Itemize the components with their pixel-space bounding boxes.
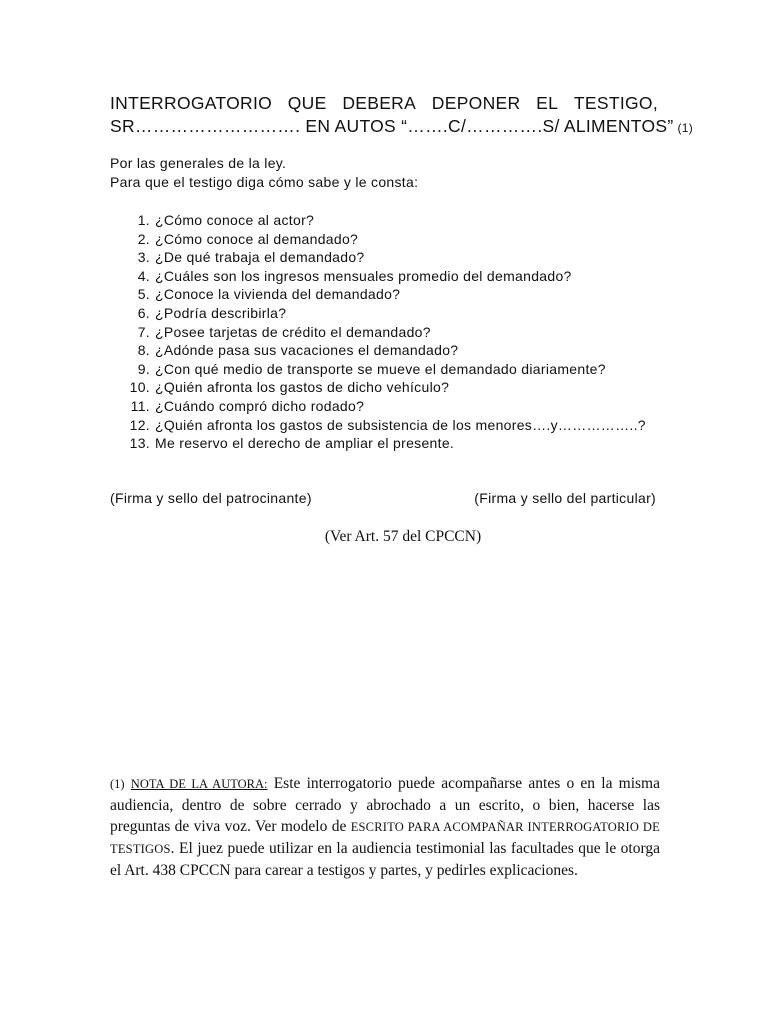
footnote-number: (1) — [110, 777, 125, 791]
footnote-text: Este interrogatorio puede acompañarse antes o en la misma audiencia, dentro de sobre cerrado y abrochado a un escrito, o bien, hacerse las preguntas de viva voz. Ver modelo de — [110, 775, 660, 835]
footnote-text-continued: . El juez puede utilizar en la audiencia testimonial las facultades que le otorga el Art. 438 CPCCN para carear a testigos y partes, y pedirles explicaciones. — [110, 840, 660, 879]
question-text: ¿Quién afronta los gastos de subsistencia de los menores….y……………..? — [155, 416, 646, 433]
question-number: 12. — [129, 416, 150, 433]
question-text: ¿Quién afronta los gastos de dicho vehículo? — [155, 379, 450, 396]
question-number: 4. — [137, 267, 150, 284]
question-text: ¿De qué trabaja el demandado? — [155, 249, 365, 266]
question-item — [110, 341, 646, 360]
question-item — [110, 378, 646, 397]
question-item — [110, 416, 646, 435]
signature-party: (Firma y sello del particular) — [474, 490, 656, 506]
question-text: ¿Podría describirla? — [155, 304, 287, 321]
question-text: Me reservo el derecho de ampliar el presente. — [155, 435, 455, 452]
question-number: 3. — [137, 249, 150, 266]
title-word: DEBERA — [342, 93, 417, 113]
intro-line: Para que el testigo diga cómo sabe y le consta: — [110, 174, 419, 190]
intro-text — [110, 154, 418, 192]
title-word: EL — [536, 93, 559, 113]
question-number: 6. — [137, 304, 150, 321]
question-item — [110, 434, 646, 453]
question-list — [110, 211, 646, 453]
footnote — [110, 773, 660, 881]
question-number: 11. — [130, 397, 150, 414]
question-number: 5. — [137, 286, 150, 303]
question-text: ¿Cuándo compró dicho rodado? — [155, 397, 365, 414]
question-text: ¿Cómo conoce al demandado? — [155, 230, 359, 247]
title-line-2 — [110, 115, 694, 140]
question-item — [110, 304, 646, 323]
question-text: ¿Adónde pasa sus vacaciones el demandado? — [155, 342, 459, 359]
question-item — [110, 397, 646, 416]
question-item — [110, 211, 646, 230]
title-line-1 — [110, 92, 658, 115]
question-number: 10. — [129, 379, 150, 396]
question-text: ¿Cuáles son los ingresos mensuales promedio del demandado? — [155, 267, 572, 284]
footnote-reference: (1) — [677, 121, 694, 135]
question-number: 2. — [137, 230, 150, 247]
question-number: 8. — [137, 342, 150, 359]
question-text: ¿Cómo conoce al actor? — [155, 212, 315, 228]
question-item — [110, 267, 646, 286]
question-text: ¿Conoce la vivienda del demandado? — [155, 286, 401, 303]
title-case-caption: SR………………………. EN AUTOS “…….C/………….S/ ALIMENTOS” — [110, 116, 674, 136]
intro-line: Por las generales de la ley. — [110, 155, 287, 171]
question-item — [110, 285, 646, 304]
question-item — [110, 230, 646, 249]
signature-sponsor: (Firma y sello del patrocinante) — [110, 490, 312, 506]
question-text: ¿Posee tarjetas de crédito el demandado? — [155, 323, 431, 340]
question-text: ¿Con qué medio de transporte se mueve el demandado diariamente? — [155, 360, 606, 377]
footnote-label: NOTA DE LA AUTORA: — [130, 777, 268, 791]
title-word: INTERROGATORIO — [110, 93, 273, 113]
question-item — [110, 323, 646, 342]
question-item — [110, 248, 646, 267]
title-word: QUE — [287, 93, 327, 113]
question-number: 13. — [129, 435, 150, 452]
question-number: 9. — [137, 360, 150, 377]
question-number: 1. — [137, 212, 150, 228]
document-title — [110, 92, 694, 140]
signature-lines — [110, 490, 656, 506]
title-word: TESTIGO, — [573, 93, 658, 113]
question-number: 7. — [137, 323, 150, 340]
title-word: DEPONER — [431, 93, 521, 113]
question-item — [110, 360, 646, 379]
article-reference: (Ver Art. 57 del CPCCN) — [324, 528, 482, 545]
footnote-model-name: ESCRITO PARA ACOMPAÑAR INTERROGATORIO DE TESTIGOS — [110, 820, 660, 856]
